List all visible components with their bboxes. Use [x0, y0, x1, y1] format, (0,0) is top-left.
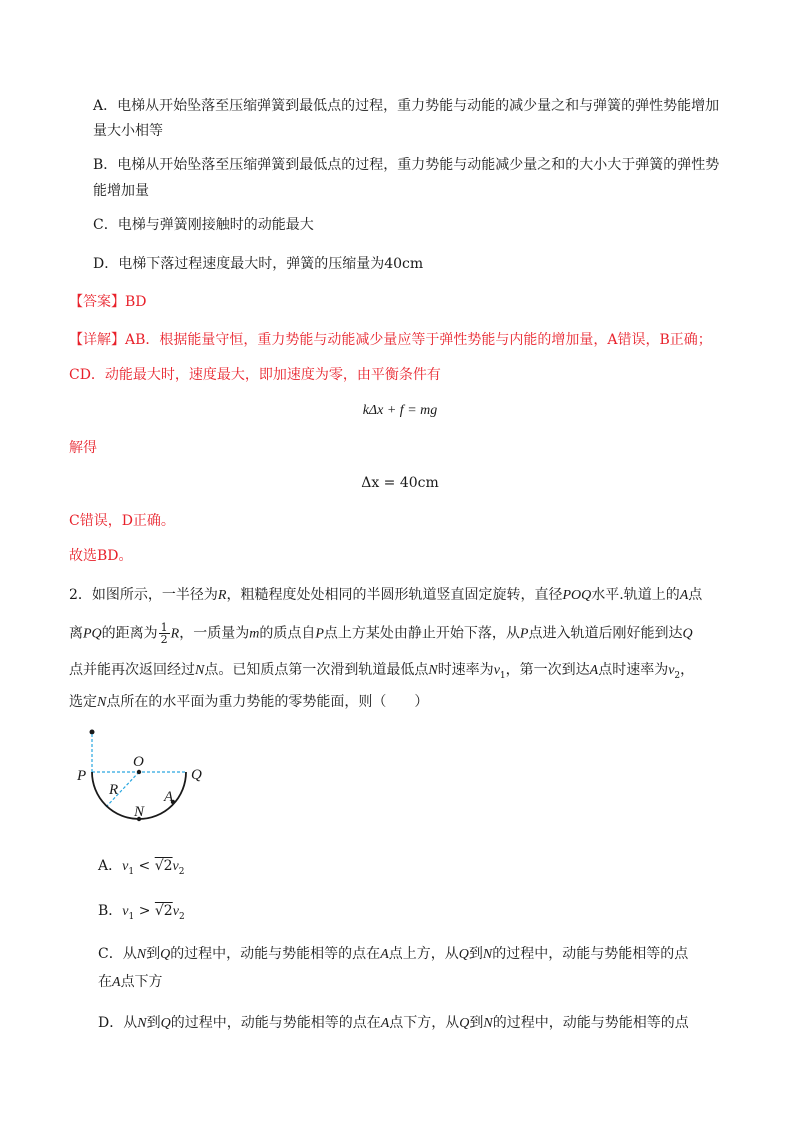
q1-solve-label: 解得 [69, 440, 97, 456]
q1-equation-balance: kΔx + f = mg [362, 403, 438, 418]
q1-option-c: C．电梯与弹簧刚接触时的动能最大 [93, 217, 314, 233]
q1-conclusion: C错误，D正确。 [69, 513, 175, 529]
label-n: N [134, 804, 145, 820]
label-o: O [133, 754, 144, 770]
q1-equation-result: Δx = 40cm [361, 475, 439, 491]
q1-option-a-line2: 量大小相等 [93, 123, 163, 139]
q2-stem-line3: 点并能再次返回经过N点。已知质点第一次滑到轨道最低点N时速率为$v_1$，第一次到达A点时速率为$v_2$， [69, 662, 695, 681]
q2-option-c-line2: 在A点下方 [98, 974, 163, 990]
q1-answer: 【答案】BD [69, 294, 147, 310]
mass-point [90, 730, 95, 735]
q1-choice: 故选BD。 [69, 548, 133, 564]
q1-option-b-line2: 能增加量 [93, 183, 149, 199]
one-half-fraction: $\frac{1}{2}$ [160, 621, 168, 646]
label-a: A [164, 789, 174, 805]
q2-option-b: B．$v_1 > √2v_2$ [98, 903, 185, 922]
semicircle-track-diagram [77, 722, 220, 832]
label-r: R [109, 782, 119, 798]
q1-detail-line1: 【详解】AB．根据能量守恒，重力势能与动能减少量应等于弹性势能与内能的增加量，A错误，B正确； [69, 332, 712, 348]
q1-option-d: D．电梯下落过程速度最大时，弹簧的压缩量为40cm [93, 256, 424, 272]
q1-option-a-line1: A．电梯从开始坠落至压缩弹簧到最低点的过程，重力势能与动能的减少量之和与弹簧的弹性势能增加 [93, 98, 720, 114]
q1-detail-line2: CD．动能最大时，速度最大，即加速度为零，由平衡条件有 [69, 367, 441, 383]
q2-stem-line1: 2．如图所示，一半径为R，粗糙程度处处相同的半圆形轨道竖直固定旋转，直径POQ水平.轨道上的A点 [69, 587, 703, 603]
q2-stem-line2: 离PQ的距离为 $\frac{1}{2}$ R，一质量为m的质点自P点上方某处由静止开始下落，从P点进入轨道后刚好能到达Q [69, 621, 693, 646]
q1-option-b-line1: B．电梯从开始坠落至压缩弹簧到最低点的过程，重力势能与动能减少量之和的大小大于弹簧的弹性势 [93, 157, 720, 173]
q2-option-a: A．$v_1 < √2v_2$ [98, 858, 185, 877]
label-q: Q [191, 767, 202, 783]
center-point-o [137, 770, 141, 774]
q2-option-d-line1: D．从N到Q的过程中，动能与势能相等的点在A点下方，从Q到N的过程中，动能与势能相等的点 [98, 1015, 689, 1031]
label-p: P [77, 768, 87, 784]
q2-stem-line4: 选定N点所在的水平面为重力势能的零势能面，则（ ） [69, 694, 429, 710]
q2-option-c-line1: C．从N到Q的过程中，动能与势能相等的点在A点上方，从Q到N的过程中，动能与势能相等的点 [98, 946, 689, 962]
